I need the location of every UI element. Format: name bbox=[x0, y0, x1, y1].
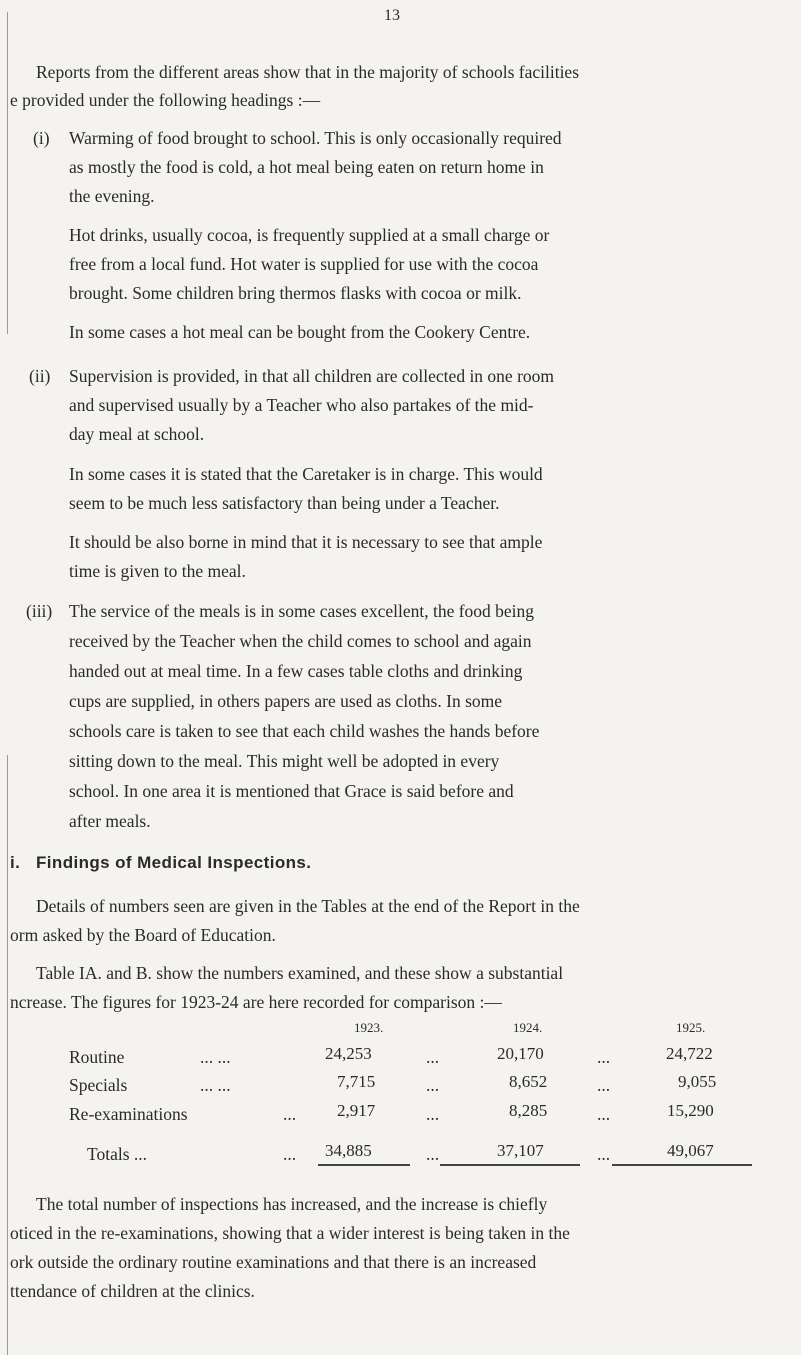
cell-totals-1924: 37,107 bbox=[497, 1141, 544, 1160]
row-label-totals: Totals ... bbox=[87, 1144, 148, 1164]
cell-specials-1925: 9,055 bbox=[678, 1072, 717, 1091]
cell-specials-1923: 7,715 bbox=[337, 1072, 376, 1091]
closing-line-2: oticed in the re-examinations, showing that a wider interest is being taken in the bbox=[10, 1223, 570, 1243]
item-iii-line-5: schools care is taken to see that each child washes the hands before bbox=[69, 721, 540, 741]
row-leader: ... bbox=[597, 1144, 611, 1164]
row-leader: ... bbox=[597, 1075, 611, 1095]
column-header-1924: 1924. bbox=[513, 1020, 543, 1035]
item-ii-marker: (ii) bbox=[29, 366, 51, 386]
item-i-line-3: the evening. bbox=[69, 186, 155, 206]
item-i-para3-line-1: In some cases a hot meal can be bought from the Cookery Centre. bbox=[69, 322, 531, 342]
closing-line-3: ork outside the ordinary routine examinations and that there is an increased bbox=[10, 1252, 537, 1272]
margin-rule-bottom bbox=[7, 755, 8, 1355]
closing-line-1: The total number of inspections has increased, and the increase is chiefly bbox=[36, 1194, 548, 1214]
item-iii-line-6: sitting down to the meal. This might well be adopted in every bbox=[69, 751, 500, 771]
row-leader: ... bbox=[426, 1104, 440, 1124]
cell-routine-1925: 24,722 bbox=[666, 1044, 713, 1063]
cell-re-examinations-1925: 15,290 bbox=[667, 1101, 714, 1120]
section-heading: Findings of Medical Inspections. bbox=[36, 853, 312, 872]
table-intro-line-2: ncrease. The figures for 1923-24 are here recorded for comparison :— bbox=[10, 992, 502, 1012]
item-iii-line-1: The service of the meals is in some cases excellent, the food being bbox=[69, 601, 535, 621]
column-header-1923: 1923. bbox=[354, 1020, 384, 1035]
cell-routine-1924: 20,170 bbox=[497, 1044, 544, 1063]
item-i-marker: (i) bbox=[33, 128, 50, 148]
item-ii-para2-line-2: seem to be much less satisfactory than being under a Teacher. bbox=[69, 493, 500, 513]
cell-routine-1923: 24,253 bbox=[325, 1044, 372, 1063]
details-line-1: Details of numbers seen are given in the Tables at the end of the Report in the bbox=[36, 896, 580, 916]
intro-line-2: e provided under the following headings :— bbox=[10, 90, 321, 110]
row-label-specials: Specials bbox=[69, 1075, 128, 1095]
row-leader: ... bbox=[426, 1144, 440, 1164]
row-leader: ... ... bbox=[200, 1075, 231, 1095]
totals-underline-1923 bbox=[318, 1164, 410, 1166]
row-leader: ... bbox=[597, 1047, 611, 1067]
item-ii-line-2: and supervised usually by a Teacher who also partakes of the mid- bbox=[69, 395, 534, 415]
item-iii-line-7: school. In one area it is mentioned that Grace is said before and bbox=[69, 781, 514, 801]
intro-line-1: Reports from the different areas show that in the majority of schools facilities bbox=[36, 62, 580, 82]
item-iii-line-3: handed out at meal time. In a few cases table cloths and drinking bbox=[69, 661, 523, 681]
column-header-1925: 1925. bbox=[676, 1020, 706, 1035]
item-iii-marker: (iii) bbox=[26, 601, 53, 621]
item-i-para2-line-1: Hot drinks, usually cocoa, is frequently supplied at a small charge or bbox=[69, 225, 550, 245]
item-i-line-1: Warming of food brought to school. This is only occasionally required bbox=[69, 128, 562, 148]
cell-specials-1924: 8,652 bbox=[509, 1072, 548, 1091]
item-ii-line-1: Supervision is provided, in that all children are collected in one room bbox=[69, 366, 555, 386]
section-marker: i. bbox=[10, 853, 21, 872]
row-leader: ... bbox=[597, 1104, 611, 1124]
totals-underline-1924 bbox=[440, 1164, 580, 1166]
row-leader: ... bbox=[283, 1104, 297, 1124]
totals-underline-1925 bbox=[612, 1164, 752, 1166]
item-iii-line-2: received by the Teacher when the child comes to school and again bbox=[69, 631, 532, 651]
item-i-para2-line-2: free from a local fund. Hot water is supplied for use with the cocoa bbox=[69, 254, 539, 274]
cell-totals-1925: 49,067 bbox=[667, 1141, 714, 1160]
item-ii-para3-line-2: time is given to the meal. bbox=[69, 561, 246, 581]
closing-line-4: ttendance of children at the clinics. bbox=[10, 1281, 255, 1301]
cell-re-examinations-1923: 2,917 bbox=[337, 1101, 376, 1120]
item-iii-line-4: cups are supplied, in others papers are used as cloths. In some bbox=[69, 691, 503, 711]
row-label-routine: Routine bbox=[69, 1047, 125, 1067]
item-ii-para3-line-1: It should be also borne in mind that it is necessary to see that ample bbox=[69, 532, 543, 552]
row-label-re-examinations: Re-examinations bbox=[69, 1104, 188, 1124]
item-ii-line-3: day meal at school. bbox=[69, 424, 205, 444]
item-iii-line-8: after meals. bbox=[69, 811, 151, 831]
row-leader: ... bbox=[283, 1144, 297, 1164]
table-intro-line-1: Table IA. and B. show the numbers examined, and these show a substantial bbox=[36, 963, 564, 983]
details-line-2: orm asked by the Board of Education. bbox=[10, 925, 276, 945]
page-number: 13 bbox=[384, 7, 400, 24]
row-leader: ... bbox=[426, 1047, 440, 1067]
cell-re-examinations-1924: 8,285 bbox=[509, 1101, 548, 1120]
margin-rule-top bbox=[7, 12, 8, 334]
row-leader: ... bbox=[426, 1075, 440, 1095]
row-leader: ... ... bbox=[200, 1047, 231, 1067]
item-i-para2-line-3: brought. Some children bring thermos flasks with cocoa or milk. bbox=[69, 283, 522, 303]
cell-totals-1923: 34,885 bbox=[325, 1141, 372, 1160]
item-i-line-2: as mostly the food is cold, a hot meal being eaten on return home in bbox=[69, 157, 544, 177]
item-ii-para2-line-1: In some cases it is stated that the Caretaker is in charge. This would bbox=[69, 464, 543, 484]
